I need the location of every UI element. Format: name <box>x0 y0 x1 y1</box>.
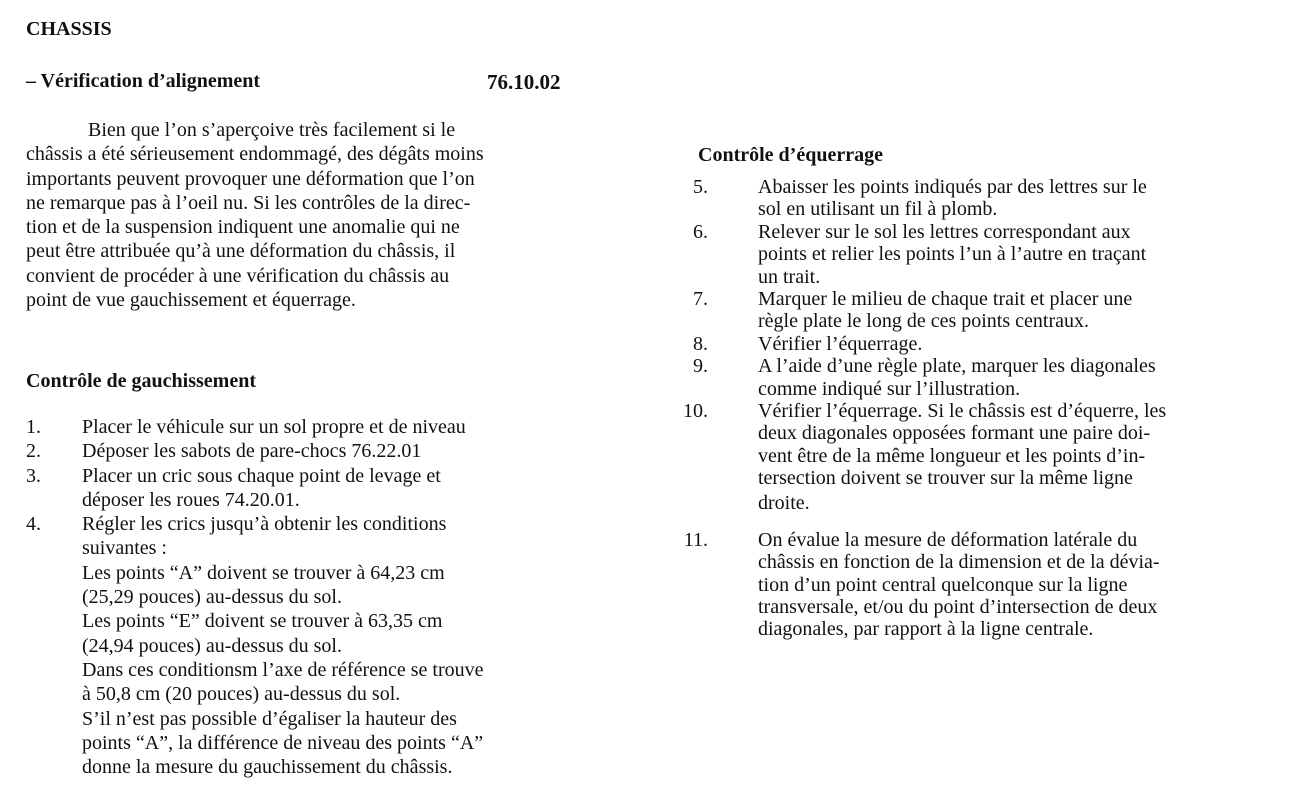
page-subtitle: – Vérification d’alignement <box>26 70 261 92</box>
gauchissement-heading: Contrôle de gauchissement <box>26 370 256 392</box>
list-item-line: Marquer le milieu de chaque trait et placer une <box>758 287 1133 310</box>
list-item-line: règle plate le long de ces points centraux. <box>758 310 1089 333</box>
paragraph-line: tion et de la suspension indiquent une anomalie qui ne <box>26 216 460 239</box>
list-item-number: 11. <box>683 528 708 551</box>
list-item-line: sol en utilisant un fil à plomb. <box>758 198 998 221</box>
list-item <box>680 355 1166 400</box>
list-item-line: Les points “A” doivent se trouver à 64,23 cm <box>82 561 445 584</box>
paragraph-line: Bien que l’on s’aperçoive très facilement si le <box>88 119 456 141</box>
list-item-line: Dans ces conditionsm l’axe de référence se trouve <box>82 658 484 681</box>
list-item <box>26 439 484 463</box>
list-item-line: Placer le véhicule sur un sol propre et de niveau <box>82 416 466 438</box>
list-item-line: On évalue la mesure de déformation latérale du <box>758 528 1138 551</box>
list-item-line: points “A”, la différence de niveau des points “A” <box>82 731 484 754</box>
list-item-line: suivantes : <box>82 537 167 560</box>
list-item-line: Placer un cric sous chaque point de levage et <box>82 464 441 487</box>
gauchissement-list <box>26 415 484 779</box>
paragraph-line: peut être attribuée qu’à une déformation du châssis, il <box>26 240 456 263</box>
section-title: CHASSIS <box>26 18 112 40</box>
list-item-line: (25,29 pouces) au-dessus du sol. <box>82 586 342 609</box>
list-item-line: châssis en fonction de la dimension et de la dévia- <box>758 551 1160 574</box>
list-item-line: tion d’un point central quelconque sur la ligne <box>758 573 1128 596</box>
list-item <box>680 288 1166 333</box>
list-item-line: Abaisser les points indiqués par des lettres sur le <box>758 176 1147 198</box>
list-item-line: vent être de la même longueur et les points d’in- <box>758 444 1146 467</box>
list-item-line: donne la mesure du gauchissement du châssis. <box>82 756 453 779</box>
list-item <box>680 333 1166 355</box>
list-item-line: transversale, et/ou du point d’intersection de deux <box>758 596 1158 619</box>
list-item-number: 6. <box>693 220 708 243</box>
list-item <box>680 400 1166 515</box>
list-item-line: comme indiqué sur l’illustration. <box>758 377 1021 400</box>
paragraph-line: convient de procéder à une vérification du châssis au <box>26 264 450 287</box>
list-item-number: 4. <box>26 513 41 536</box>
paragraph-line: importants peuvent provoquer une déformation que l’on <box>26 167 475 190</box>
paragraph-line: ne remarque pas à l’oeil nu. Si les contrôles de la direc- <box>26 191 471 214</box>
list-item-number: 5. <box>693 176 708 198</box>
list-item-line: droite. <box>758 492 810 515</box>
list-item-line: points et relier les points l’un à l’autre en traçant <box>758 243 1147 266</box>
list-item-line: Vérifier l’équerrage. <box>758 332 923 355</box>
list-item <box>26 415 484 439</box>
list-item-number: 9. <box>693 355 708 378</box>
list-item <box>680 529 1166 641</box>
list-item-line: S’il n’est pas possible d’égaliser la hauteur des <box>82 707 457 730</box>
operation-code: 76.10.02 <box>487 70 561 94</box>
list-item-line: déposer les roues 74.20.01. <box>82 488 300 511</box>
equerrage-heading: Contrôle d’équerrage <box>698 144 883 166</box>
list-item <box>680 176 1166 221</box>
list-item-number: 1. <box>26 416 41 438</box>
list-item-line: Les points “E” doivent se trouver à 63,35 cm <box>82 610 443 633</box>
list-item-line: à 50,8 cm (20 pouces) au-dessus du sol. <box>82 683 401 706</box>
list-item-line: (24,94 pouces) au-dessus du sol. <box>82 634 342 657</box>
intro-paragraph <box>26 118 484 312</box>
list-item-line: un trait. <box>758 265 821 288</box>
list-item-line: Déposer les sabots de pare-chocs 76.22.01 <box>82 440 422 463</box>
list-item-line: Relever sur le sol les lettres correspondant aux <box>758 220 1131 243</box>
list-item-line: Régler les crics jusqu’à obtenir les conditions <box>82 513 447 536</box>
equerrage-list <box>680 176 1166 641</box>
list-item-line: diagonales, par rapport à la ligne centrale. <box>758 618 1094 641</box>
list-item-line: tersection doivent se trouver sur la même ligne <box>758 467 1133 490</box>
list-item <box>680 221 1166 288</box>
list-item-number: 3. <box>26 464 41 487</box>
list-item-line: Vérifier l’équerrage. Si le châssis est d’équerre, les <box>758 399 1167 422</box>
list-item-number: 8. <box>693 332 708 355</box>
list-item <box>26 512 484 779</box>
list-item-number: 10. <box>683 399 708 422</box>
paragraph-line: châssis a été sérieusement endommagé, des dégâts moins <box>26 143 484 166</box>
list-item-line: deux diagonales opposées formant une paire doi- <box>758 422 1151 445</box>
list-item <box>26 464 484 513</box>
paragraph-line: point de vue gauchissement et équerrage. <box>26 289 356 312</box>
list-item-line: A l’aide d’une règle plate, marquer les diagonales <box>758 355 1156 378</box>
list-item-number: 7. <box>693 287 708 310</box>
list-item-number: 2. <box>26 440 41 463</box>
